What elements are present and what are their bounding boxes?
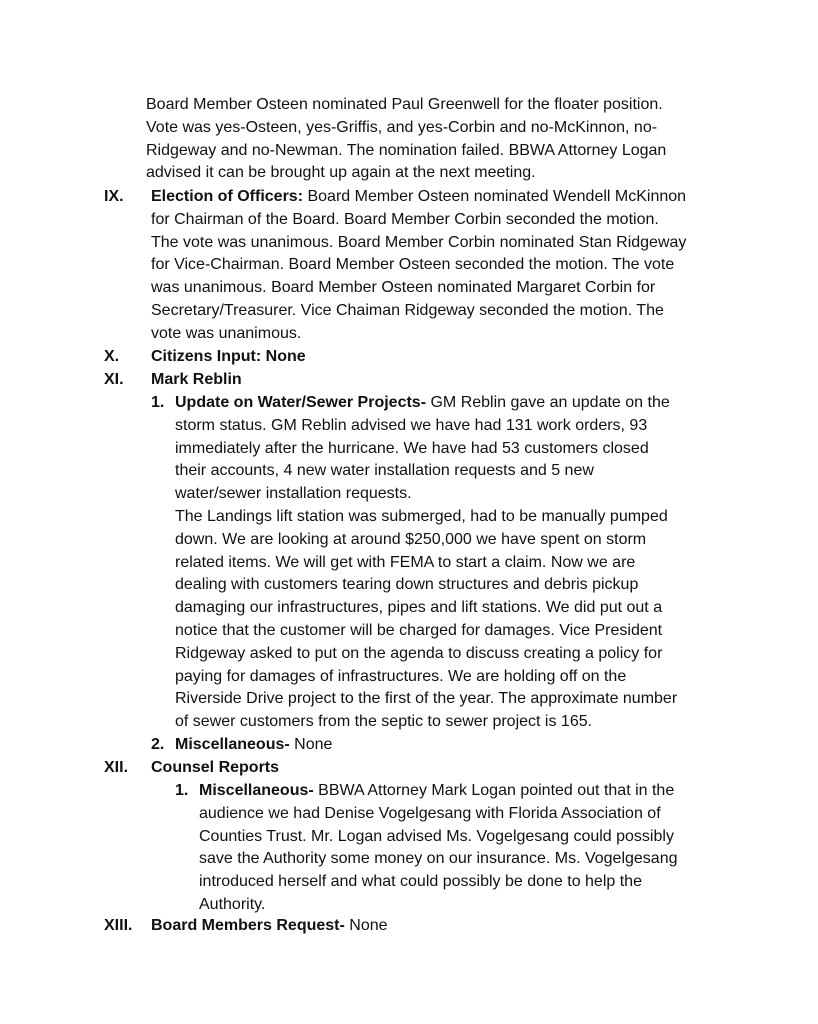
- xii-item1-body: [199, 780, 678, 917]
- text-line: notice that the customer will be charged for damages. Vice President: [175, 621, 663, 639]
- text-line: was unanimous. Board Member Osteen nominated Margaret Corbin for: [151, 279, 656, 297]
- text-line: damaging our infrastructures, pipes and lift stations. We did put out a: [175, 599, 663, 617]
- section-heading: Board Members Request-: [151, 917, 345, 934]
- section-heading: Citizens Input: None: [151, 348, 306, 365]
- section-numeral: XIII.: [104, 917, 133, 934]
- text-line: [199, 780, 678, 803]
- text-segment: None: [344, 917, 388, 934]
- item-number: 1.: [151, 394, 165, 411]
- item-heading: Miscellaneous-: [199, 782, 314, 799]
- text-segment: None: [289, 736, 333, 753]
- section-numeral: XI.: [104, 371, 124, 388]
- item-heading: Update on Water/Sewer Projects-: [175, 394, 427, 411]
- text-line: their accounts, 4 new water installation requests and 5 new: [175, 462, 594, 480]
- item-heading: Miscellaneous-: [175, 736, 290, 753]
- section-numeral: XII.: [104, 759, 129, 776]
- text-line: water/sewer installation requests.: [175, 485, 412, 503]
- text-line: Board Member Osteen nominated Paul Greenwell for the floater position.: [146, 96, 663, 113]
- item-number: 2.: [151, 736, 165, 753]
- text-segment: Board Member Osteen nominated Wendell McKinnon: [303, 188, 687, 205]
- text-line: for Chairman of the Board. Board Member Corbin seconded the motion.: [151, 210, 659, 228]
- text-line: Counties Trust. Mr. Logan advised Ms. Vogelgesang could possibly: [199, 827, 674, 845]
- section-xiii: [151, 915, 388, 938]
- item-number: 1.: [175, 782, 189, 799]
- text-line: paying for damages of infrastructures. We are holding off on the: [175, 667, 627, 685]
- section-numeral: X.: [104, 348, 120, 365]
- text-segment: GM Reblin gave an update on the: [426, 394, 670, 411]
- text-line: for Vice-Chairman. Board Member Osteen seconded the motion. The vote: [151, 256, 675, 274]
- text-line: immediately after the hurricane. We have had 53 customers closed: [175, 439, 649, 457]
- text-line: advised it can be brought up again at the next meeting.: [146, 164, 536, 182]
- section-heading: Mark Reblin: [151, 371, 242, 388]
- text-line: introduced herself and what could possibly be done to help the: [199, 873, 642, 891]
- text-line: Ridgeway and no-Newman. The nomination failed. BBWA Attorney Logan: [146, 141, 667, 159]
- section-ix-body: [151, 186, 686, 346]
- section-x-heading: [151, 346, 306, 369]
- text-line: Vote was yes-Osteen, yes-Griffis, and yes-Corbin and no-McKinnon, no-: [146, 118, 658, 136]
- text-line: save the Authority some money on our insurance. Ms. Vogelgesang: [199, 850, 678, 868]
- text-line: related items. We will get with FEMA to start a claim. Now we are: [175, 553, 636, 571]
- text-line: Secretary/Treasurer. Vice Chaiman Ridgeway seconded the motion. The: [151, 301, 664, 319]
- text-line: storm status. GM Reblin advised we have had 131 work orders, 93: [175, 416, 648, 434]
- text-line: dealing with customers tearing down structures and debris pickup: [175, 576, 639, 594]
- text-line: Authority.: [199, 895, 266, 913]
- text-line: The vote was unanimous. Board Member Corbin nominated Stan Ridgeway: [151, 233, 687, 251]
- text-line: [175, 392, 677, 415]
- section-heading: Counsel Reports: [151, 759, 280, 776]
- text-line: audience we had Denise Vogelgesang with Florida Association of: [199, 804, 661, 822]
- xi-item2: [175, 734, 332, 757]
- intro-paragraph: [146, 94, 666, 185]
- text-line: Ridgeway asked to put on the agenda to discuss creating a policy for: [175, 644, 663, 662]
- section-xii-heading: [151, 757, 279, 780]
- section-heading: Election of Officers:: [151, 188, 304, 205]
- text-line: of sewer customers from the septic to sewer project is 165.: [175, 713, 593, 731]
- xi-item1-body: [175, 392, 677, 734]
- text-line: [151, 186, 686, 209]
- section-numeral: IX.: [104, 188, 124, 205]
- section-xi-heading: [151, 369, 242, 392]
- text-line: The Landings lift station was submerged, had to be manually pumped: [175, 507, 668, 525]
- text-segment: BBWA Attorney Mark Logan pointed out that in the: [313, 782, 675, 799]
- text-line: down. We are looking at around $250,000 we have spent on storm: [175, 530, 647, 548]
- text-line: Riverside Drive project to the first of the year. The approximate number: [175, 690, 678, 708]
- text-line: vote was unanimous.: [151, 324, 302, 342]
